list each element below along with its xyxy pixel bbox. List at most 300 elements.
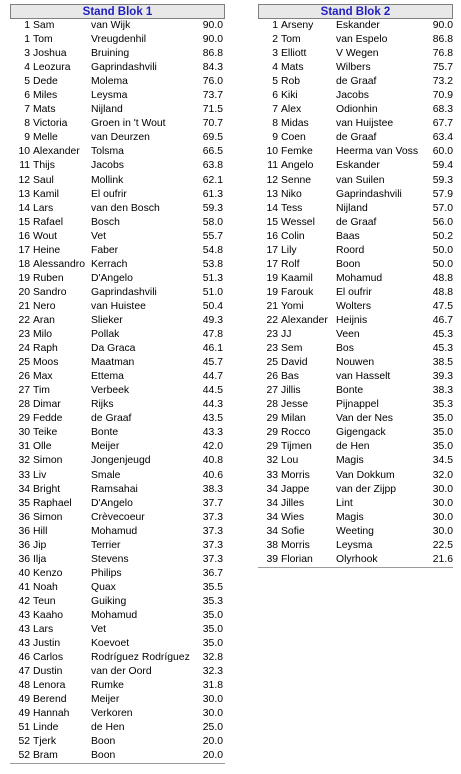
cell-first: Jip	[33, 539, 47, 551]
table-row	[10, 539, 225, 553]
cell-last: Heijnis	[336, 314, 368, 326]
table-row	[10, 525, 225, 539]
cell-rank: 23	[266, 343, 278, 355]
cell-score: 69.5	[202, 132, 223, 144]
cell-rank: 15	[266, 216, 278, 228]
cell-last: D'Angelo	[91, 272, 133, 284]
cell-last: van Suilen	[336, 174, 385, 186]
cell-last: Vreugdenhil	[91, 34, 147, 46]
cell-score: 39.3	[432, 371, 453, 383]
table-row	[258, 272, 453, 286]
table-row	[10, 258, 225, 272]
cell-rank: 34	[266, 497, 278, 509]
cell-score: 57.9	[432, 188, 453, 200]
cell-last: Eskander	[336, 20, 380, 31]
table-row	[258, 300, 453, 314]
cell-last: Nijland	[336, 202, 368, 214]
cell-first: Moos	[33, 357, 59, 369]
cell-rank: 31	[18, 441, 30, 453]
cell-rank: 52	[18, 750, 30, 762]
cell-score: 71.5	[202, 104, 223, 116]
cell-last: Molema	[91, 76, 128, 88]
cell-rank: 3	[24, 48, 30, 60]
cell-score: 37.7	[202, 497, 223, 509]
table-row	[258, 440, 453, 454]
cell-first: Niko	[281, 188, 302, 200]
cell-first: Max	[33, 371, 53, 383]
table-row	[258, 47, 453, 61]
cell-first: Joshua	[33, 48, 67, 60]
table-row	[10, 665, 225, 679]
cell-last: de Graaf	[336, 216, 377, 228]
cell-score: 35.0	[202, 624, 223, 636]
cell-last: Gaprindashvili	[91, 286, 157, 298]
cell-score: 49.3	[202, 314, 223, 326]
cell-first: Sem	[281, 343, 303, 355]
cell-score: 42.0	[202, 441, 223, 453]
table-row	[258, 89, 453, 103]
cell-rank: 18	[18, 258, 30, 270]
cell-first: Leozura	[33, 62, 71, 74]
cell-rank: 14	[266, 202, 278, 214]
table-row	[258, 75, 453, 89]
cell-rank: 17	[266, 244, 278, 256]
cell-score: 50.0	[432, 258, 453, 270]
cell-last: Koevoet	[91, 638, 130, 650]
cell-first: Kaamil	[281, 272, 313, 284]
cell-score: 40.6	[202, 469, 223, 481]
table-row	[10, 286, 225, 300]
cell-last: Vet	[91, 624, 107, 636]
cell-rank: 38	[266, 539, 278, 551]
cell-first: Tjerk	[33, 736, 57, 748]
cell-score: 21.6	[432, 553, 453, 565]
cell-first: Milo	[33, 329, 53, 341]
cell-last: Verkoren	[91, 708, 133, 720]
cell-last: de Hen	[91, 722, 125, 734]
cell-rank: 29	[266, 441, 278, 453]
table-row	[258, 412, 453, 426]
cell-rank: 49	[18, 694, 30, 706]
cell-score: 53.8	[202, 258, 223, 270]
table-row	[258, 216, 453, 230]
table-row	[10, 693, 225, 707]
cell-last: Jacobs	[336, 90, 369, 102]
cell-last: van Deurzen	[91, 132, 150, 144]
cell-first: Morris	[281, 469, 310, 481]
cell-rank: 35	[18, 497, 30, 509]
cell-score: 30.0	[432, 483, 453, 495]
cell-score: 66.5	[202, 146, 223, 158]
cell-rank: 51	[18, 722, 30, 734]
cell-last: Maatman	[91, 357, 135, 369]
table-row	[258, 188, 453, 202]
cell-first: Heine	[33, 244, 61, 256]
cell-score: 76.8	[432, 48, 453, 60]
cell-last: Ettema	[91, 371, 124, 383]
cell-score: 61.3	[202, 188, 223, 200]
cell-rank: 1	[24, 20, 30, 31]
cell-score: 35.0	[202, 638, 223, 650]
table-row	[10, 623, 225, 637]
cell-rank: 34	[266, 483, 278, 495]
table-row	[10, 412, 225, 426]
table-row	[10, 356, 225, 370]
cell-last: Lint	[336, 497, 353, 509]
cell-score: 35.3	[432, 399, 453, 411]
cell-first: Saul	[33, 174, 54, 186]
cell-rank: 30	[18, 427, 30, 439]
cell-rank: 29	[18, 413, 30, 425]
cell-score: 67.7	[432, 118, 453, 130]
table-row	[258, 314, 453, 328]
cell-score: 35.3	[202, 595, 223, 607]
cell-rank: 6	[24, 90, 30, 102]
cell-first: Rob	[281, 76, 301, 88]
table-row	[10, 609, 225, 623]
cell-last: van der Oord	[91, 666, 152, 678]
cell-last: Groen in 't Wout	[91, 118, 166, 130]
table-row	[258, 202, 453, 216]
cell-first: Ilja	[33, 553, 47, 565]
table-row	[10, 511, 225, 525]
cell-score: 51.0	[202, 286, 223, 298]
cell-first: Rocco	[281, 427, 311, 439]
cell-score: 45.3	[432, 343, 453, 355]
table-row	[10, 145, 225, 159]
cell-last: Bonte	[91, 427, 119, 439]
table-row	[10, 103, 225, 117]
cell-first: Ruben	[33, 272, 64, 284]
table-row	[10, 188, 225, 202]
cell-score: 43.5	[202, 413, 223, 425]
cell-first: Teike	[33, 427, 58, 439]
cell-first: Hannah	[33, 708, 70, 720]
cell-score: 37.3	[202, 511, 223, 523]
cell-last: Terrier	[91, 539, 121, 551]
table-row	[258, 258, 453, 272]
cell-last: Meijer	[91, 694, 120, 706]
table-row	[258, 398, 453, 412]
cell-rank: 47	[18, 666, 30, 678]
cell-score: 73.2	[432, 76, 453, 88]
cell-first: Bright	[33, 483, 61, 495]
table-row	[10, 314, 225, 328]
cell-last: V Wegen	[336, 48, 379, 60]
cell-rank: 15	[18, 216, 30, 228]
cell-first: Bas	[281, 371, 299, 383]
cell-first: Melle	[33, 132, 58, 144]
cell-score: 46.1	[202, 343, 223, 355]
cell-last: van Wijk	[91, 20, 131, 31]
table-row	[10, 174, 225, 188]
cell-last: Heerma van Voss	[336, 146, 419, 158]
cell-score: 59.4	[432, 160, 453, 172]
table-row	[258, 525, 453, 539]
cell-score: 86.8	[202, 48, 223, 60]
cell-score: 84.3	[202, 62, 223, 74]
table-row	[258, 230, 453, 244]
cell-rank: 12	[18, 174, 30, 186]
cell-score: 70.9	[432, 90, 453, 102]
cell-last: Bosch	[91, 216, 120, 228]
table-row	[10, 33, 225, 47]
table-body	[10, 19, 225, 764]
table-row	[10, 553, 225, 567]
cell-first: Rolf	[281, 258, 300, 270]
table-row	[10, 370, 225, 384]
table-row	[10, 749, 225, 763]
cell-score: 76.0	[202, 76, 223, 88]
cell-first: David	[281, 357, 308, 369]
table-row	[258, 61, 453, 75]
cell-first: Kenzo	[33, 567, 63, 579]
cell-score: 50.4	[202, 300, 223, 312]
cell-rank: 48	[18, 680, 30, 692]
cell-last: Boon	[336, 258, 361, 270]
table-row	[10, 131, 225, 145]
cell-first: Lily	[281, 244, 297, 256]
cell-rank: 25	[18, 357, 30, 369]
cell-last: Bruining	[91, 48, 130, 60]
cell-first: Yomi	[281, 300, 304, 312]
cell-rank: 13	[266, 188, 278, 200]
table-row	[10, 637, 225, 651]
cell-rank: 43	[18, 609, 30, 621]
cell-score: 20.0	[202, 736, 223, 748]
table-row	[258, 174, 453, 188]
cell-last: Boon	[91, 750, 116, 762]
cell-score: 55.7	[202, 230, 223, 242]
cell-rank: 34	[266, 511, 278, 523]
cell-last: Crèvecoeur	[91, 511, 145, 523]
cell-score: 38.3	[432, 385, 453, 397]
cell-score: 45.3	[432, 329, 453, 341]
cell-last: Meijer	[91, 441, 120, 453]
cell-first: Kiki	[281, 90, 298, 102]
cell-last: de Graaf	[336, 76, 377, 88]
cell-first: Milan	[281, 413, 306, 425]
cell-score: 30.0	[432, 525, 453, 537]
cell-first: Dustin	[33, 666, 63, 678]
cell-rank: 52	[18, 736, 30, 748]
cell-rank: 26	[18, 371, 30, 383]
cell-last: Leysma	[91, 90, 128, 102]
table-row	[10, 454, 225, 468]
cell-rank: 27	[18, 385, 30, 397]
cell-score: 51.3	[202, 272, 223, 284]
cell-last: El oufrir	[336, 286, 372, 298]
cell-score: 44.7	[202, 371, 223, 383]
cell-last: Philips	[91, 567, 122, 579]
cell-rank: 1	[272, 20, 278, 31]
cell-score: 47.5	[432, 300, 453, 312]
cell-rank: 29	[266, 413, 278, 425]
cell-last: Odionhin	[336, 104, 378, 116]
cell-score: 62.1	[202, 174, 223, 186]
cell-score: 22.5	[432, 539, 453, 551]
cell-rank: 24	[18, 343, 30, 355]
cell-score: 25.0	[202, 722, 223, 734]
cell-rank: 5	[272, 76, 278, 88]
cell-last: Guiking	[91, 595, 127, 607]
cell-score: 20.0	[202, 750, 223, 762]
cell-first: Noah	[33, 581, 58, 593]
cell-rank: 34	[266, 525, 278, 537]
cell-first: Tim	[33, 385, 50, 397]
cell-score: 75.7	[432, 62, 453, 74]
cell-first: Alexander	[33, 146, 80, 158]
cell-score: 58.0	[202, 216, 223, 228]
cell-first: Linde	[33, 722, 59, 734]
cell-first: Berend	[33, 694, 67, 706]
cell-first: Lou	[281, 455, 299, 467]
cell-first: Raphael	[33, 497, 72, 509]
table-row	[258, 539, 453, 553]
cell-rank: 7	[272, 104, 278, 116]
cell-score: 47.8	[202, 329, 223, 341]
cell-rank: 33	[18, 469, 30, 481]
table-row	[10, 342, 225, 356]
cell-last: van Huistee	[91, 300, 146, 312]
cell-first: Dimar	[33, 399, 61, 411]
cell-last: Rodríguez Rodríguez	[91, 652, 190, 664]
cell-score: 30.0	[432, 497, 453, 509]
table-row	[10, 497, 225, 511]
cell-first: Arseny	[281, 20, 314, 31]
cell-rank: 7	[24, 104, 30, 116]
cell-score: 48.8	[432, 272, 453, 284]
table-row	[10, 440, 225, 454]
cell-first: Bram	[33, 750, 58, 762]
cell-first: Angelo	[281, 160, 314, 172]
table-title: Stand Blok 2	[258, 4, 453, 19]
cell-first: Liv	[33, 469, 47, 481]
cell-score: 54.8	[202, 244, 223, 256]
table-row	[258, 342, 453, 356]
table-row	[10, 244, 225, 258]
cell-rank: 42	[18, 595, 30, 607]
cell-last: van den Bosch	[91, 202, 160, 214]
cell-last: Boon	[91, 736, 116, 748]
cell-last: Mollink	[91, 174, 124, 186]
standings-table-block-2	[258, 4, 453, 568]
cell-last: Pijnappel	[336, 399, 379, 411]
cell-last: Rijks	[91, 399, 114, 411]
cell-score: 48.8	[432, 286, 453, 298]
table-row	[258, 286, 453, 300]
cell-score: 90.0	[202, 34, 223, 46]
cell-first: Jappe	[281, 483, 310, 495]
cell-score: 46.7	[432, 314, 453, 326]
cell-rank: 8	[24, 118, 30, 130]
cell-rank: 21	[266, 300, 278, 312]
cell-first: Wessel	[281, 216, 315, 228]
table-row	[10, 595, 225, 609]
cell-rank: 46	[18, 652, 30, 664]
cell-last: Bonte	[336, 385, 364, 397]
cell-last: Slieker	[91, 314, 123, 326]
table-row	[10, 483, 225, 497]
cell-first: Tom	[33, 34, 53, 46]
cell-score: 38.3	[202, 483, 223, 495]
cell-first: Florian	[281, 553, 313, 565]
cell-first: Teun	[33, 595, 56, 607]
cell-first: Victoria	[33, 118, 68, 130]
cell-rank: 36	[18, 553, 30, 565]
table-row	[10, 735, 225, 749]
cell-rank: 9	[24, 132, 30, 144]
cell-first: Thijs	[33, 160, 55, 172]
table-row	[10, 89, 225, 103]
cell-score: 57.0	[432, 202, 453, 214]
cell-first: Alex	[281, 104, 302, 116]
table-row	[10, 202, 225, 216]
cell-first: Lenora	[33, 680, 66, 692]
cell-rank: 32	[266, 455, 278, 467]
cell-rank: 41	[18, 581, 30, 593]
cell-rank: 43	[18, 638, 30, 650]
table-row	[10, 230, 225, 244]
cell-rank: 32	[18, 455, 30, 467]
table-row	[10, 272, 225, 286]
cell-first: Aran	[33, 314, 55, 326]
table-row	[10, 721, 225, 735]
cell-rank: 23	[266, 329, 278, 341]
cell-rank: 1	[24, 34, 30, 46]
table-row	[10, 117, 225, 131]
cell-rank: 11	[19, 160, 30, 172]
cell-first: Jilles	[281, 497, 305, 509]
cell-last: van Huijstee	[336, 118, 394, 130]
cell-first: Sam	[33, 20, 55, 31]
table-row	[10, 651, 225, 665]
table-row	[10, 328, 225, 342]
cell-first: Mats	[281, 62, 304, 74]
cell-rank: 39	[266, 553, 278, 565]
cell-first: Coen	[281, 132, 306, 144]
cell-last: Tolsma	[91, 146, 124, 158]
cell-score: 35.5	[202, 581, 223, 593]
cell-rank: 19	[18, 272, 30, 284]
cell-score: 59.3	[432, 174, 453, 186]
cell-score: 37.3	[202, 525, 223, 537]
table-row	[10, 384, 225, 398]
cell-rank: 4	[24, 62, 30, 74]
cell-first: Sandro	[33, 286, 67, 298]
cell-score: 34.5	[432, 455, 453, 467]
cell-first: Senne	[281, 174, 312, 186]
cell-first: Kaaho	[33, 609, 64, 621]
table-row	[258, 356, 453, 370]
cell-rank: 21	[18, 300, 30, 312]
cell-first: Morris	[281, 539, 310, 551]
table-row	[258, 244, 453, 258]
cell-score: 35.0	[202, 609, 223, 621]
cell-rank: 43	[18, 624, 30, 636]
table-row	[10, 159, 225, 173]
cell-first: Hill	[33, 525, 48, 537]
cell-score: 56.0	[432, 216, 453, 228]
table-row	[10, 398, 225, 412]
cell-score: 40.8	[202, 455, 223, 467]
cell-rank: 36	[18, 511, 30, 523]
cell-score: 30.0	[202, 694, 223, 706]
cell-first: Elliott	[281, 48, 307, 60]
cell-score: 63.4	[432, 132, 453, 144]
cell-rank: 22	[266, 314, 278, 326]
table-row	[10, 469, 225, 483]
